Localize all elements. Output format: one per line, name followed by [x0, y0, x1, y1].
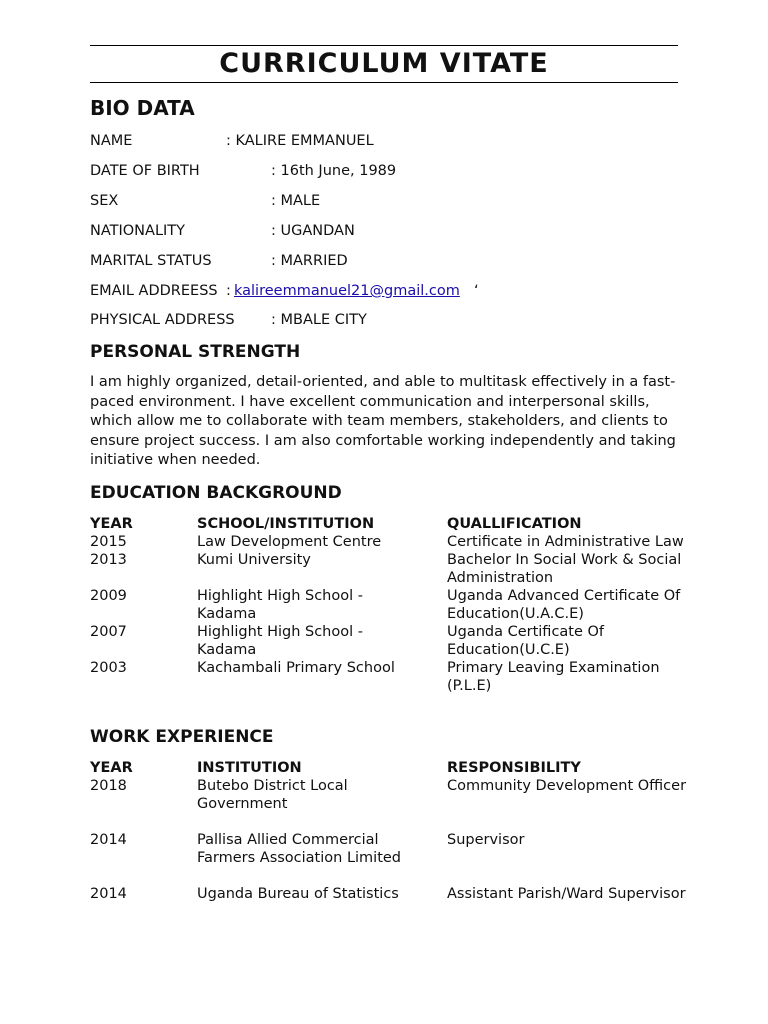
education-year: 2015: [90, 534, 127, 550]
education-school: Highlight High School - Kadama: [197, 588, 363, 622]
work-year: 2014: [90, 832, 127, 848]
education-school: Kumi University: [197, 552, 311, 568]
education-qualification: Primary Leaving Examination (P.L.E): [447, 660, 660, 694]
work-responsibility: Community Development Officer: [447, 778, 687, 794]
email-separator: :: [226, 283, 231, 299]
education-qualification: Uganda Advanced Certificate Of Education(U.A.C.E): [447, 588, 681, 622]
education-qualification: Bachelor In Social Work & Social Administration: [447, 552, 682, 586]
bio-field-value: : MARRIED: [271, 253, 348, 269]
email-link[interactable]: kalireemmanuel21@gmail.com: [234, 283, 460, 299]
work-experience-heading: WORK EXPERIENCE: [90, 727, 274, 747]
title-bottom-rule: [90, 82, 678, 83]
bio-field-label: DATE OF BIRTH: [90, 163, 200, 179]
bio-field-label: MARITAL STATUS: [90, 253, 212, 269]
bio-data-heading: BIO DATA: [90, 96, 195, 120]
work-year: 2018: [90, 778, 127, 794]
education-heading: EDUCATION BACKGROUND: [90, 483, 342, 503]
education-school: Highlight High School - Kadama: [197, 624, 363, 658]
education-qualification: Uganda Certificate Of Education(U.C.E): [447, 624, 605, 658]
bio-field-value: : 16th June, 1989: [271, 163, 397, 179]
education-qualification: Certificate in Administrative Law: [447, 534, 684, 550]
column-header-year: YEAR: [90, 516, 133, 532]
education-year: 2013: [90, 552, 127, 568]
work-institution: Uganda Bureau of Statistics: [197, 886, 399, 902]
education-school: Law Development Centre: [197, 534, 382, 550]
bio-field-label: NATIONALITY: [90, 223, 186, 239]
bio-field-value: : UGANDAN: [271, 223, 355, 239]
email-suffix-mark: ‘: [474, 283, 479, 299]
education-year: 2009: [90, 588, 127, 604]
bio-field-value: : KALIRE EMMANUEL: [226, 133, 374, 149]
personal-strength-heading: PERSONAL STRENGTH: [90, 342, 301, 362]
bio-field-label: NAME: [90, 133, 133, 149]
bio-field-value: : MALE: [271, 193, 321, 209]
column-header-institution: INSTITUTION: [197, 760, 302, 776]
title-top-rule: [90, 45, 678, 46]
bio-field-value: : MBALE CITY: [271, 312, 367, 328]
column-header-responsibility: RESPONSIBILITY: [447, 760, 581, 776]
column-header-year: YEAR: [90, 760, 133, 776]
column-header-school: SCHOOL/INSTITUTION: [197, 516, 375, 532]
document-title: CURRICULUM VITATE: [219, 48, 549, 79]
work-year: 2014: [90, 886, 127, 902]
work-institution: Pallisa Allied Commercial Farmers Association Limited: [197, 832, 402, 866]
work-institution: Butebo District Local Government: [197, 778, 348, 812]
bio-field-label: PHYSICAL ADDRESS: [90, 312, 235, 328]
bio-field-label: SEX: [90, 193, 119, 209]
column-header-qualification: QUALLIFICATION: [447, 516, 582, 532]
education-school: Kachambali Primary School: [197, 660, 395, 676]
education-year: 2007: [90, 624, 127, 640]
bio-field-label: EMAIL ADDREESS: [90, 283, 218, 299]
education-year: 2003: [90, 660, 127, 676]
work-responsibility: Assistant Parish/Ward Supervisor: [447, 886, 686, 902]
work-responsibility: Supervisor: [447, 832, 525, 848]
personal-strength-text: I am highly organized, detail-oriented, and able to multitask effectively in a fast-paced environment. I have excellent communication and interpersonal skills, which allow me to collaborate with team members, stakeholders, and clients to ensure project success. I am also comfortable working independently and taking initiative when needed.: [90, 374, 676, 469]
